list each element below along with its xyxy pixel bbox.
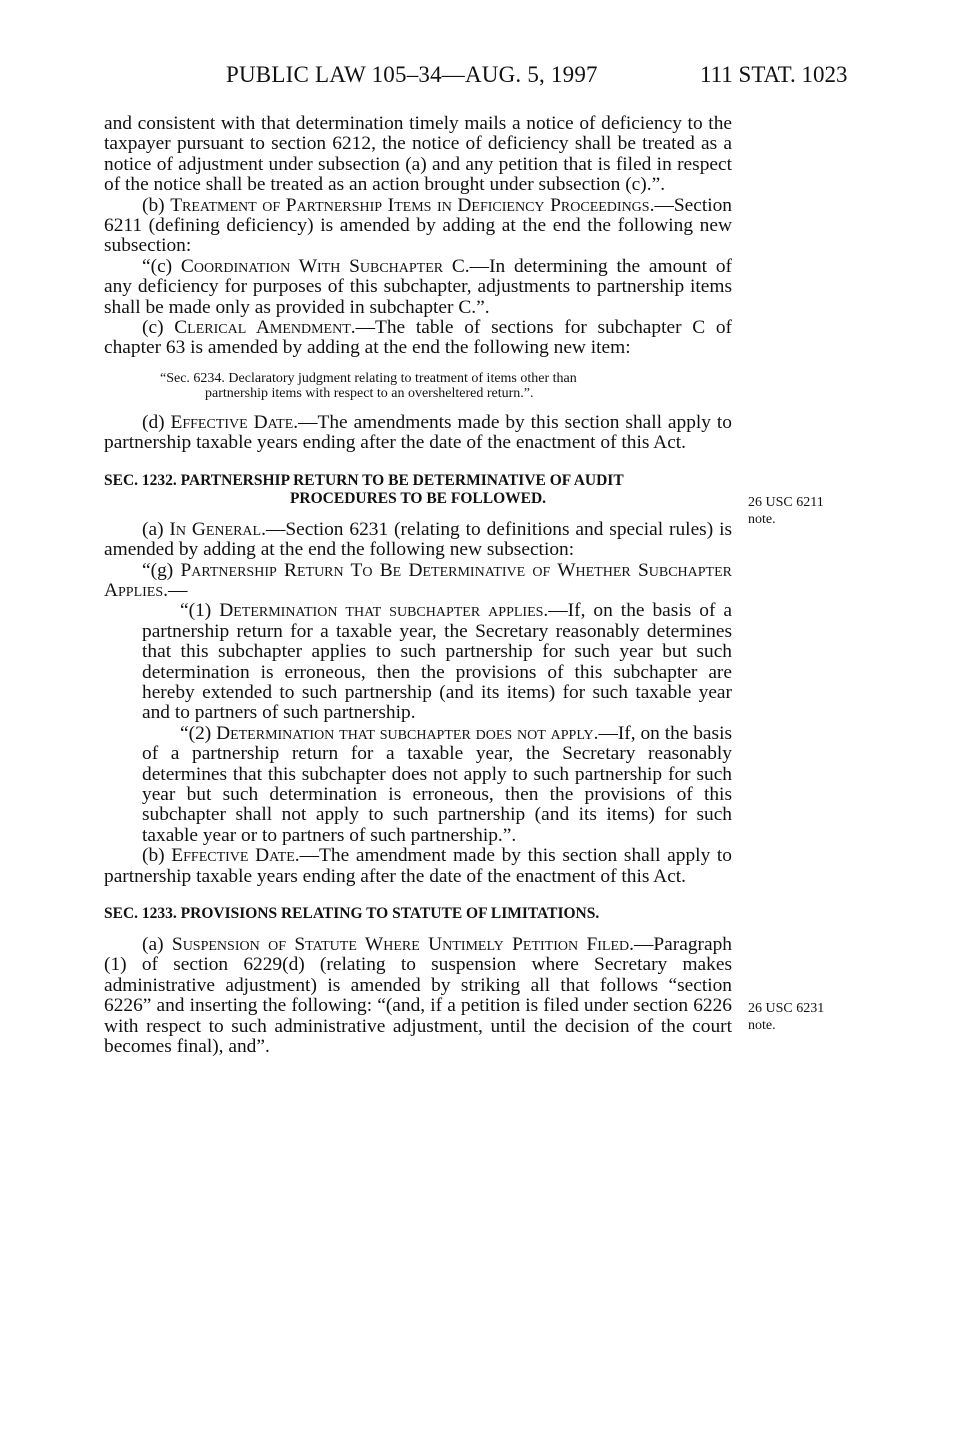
stat-page-number: 111 STAT. 1023	[700, 62, 848, 87]
subsection-d: (d) Effective Date.—The amendments made by this section shall apply to partnership taxable years ending after the date of the enactment of this Act.	[104, 411, 732, 454]
section-1233-a: (a) Suspension of Statute Where Untimely Petition Filed.—Paragraph (1) of section 6229(d) (relating to suspension where Secretary makes administrative adjustment) is amended by striking all that follows “section 6226” and inserting the following: “(and, if a petition is filed under section 6226 with respect to such administrative adjustment, until the decision of the court becomes final), and”.	[104, 934, 732, 1058]
subsection-b: (b) Treatment of Partnership Items in Deficiency Proceedings.—Section 6211 (defining deficiency) is amended by adding at the end the following new subsection:	[104, 194, 732, 257]
subsection-heading: Suspension of Statute Where Untimely Petition Filed.	[171, 934, 634, 955]
section-1232-g: “(g) Partnership Return To Be Determinative of Whether Subchapter Applies.—	[104, 559, 732, 601]
law-title: PUBLIC LAW 105–34—AUG. 5, 1997	[226, 62, 598, 87]
margin-note-usc-6231: 26 USC 6231 note.	[748, 1001, 825, 1033]
table-of-sections-item: “Sec. 6234. Declaratory judgment relating to treatment of items other than partnership items with respect to an oversheltered return.”.	[160, 370, 577, 401]
subsection-heading: Clerical Amendment.	[174, 317, 356, 339]
section-1232-a: (a) In General.—Section 6231 (relating to definitions and special rules) is amended by adding at the end the following new subsection:	[104, 518, 733, 561]
para-intro: and consistent with that determination timely mails a notice of deficiency to the taxpayer pursuant to section 6212, the notice of deficiency shall be treated as a notice of adjustment under subsection (a) and any petition that is filed in respect of the notice shall be treated as an action brought under subsection (c).”.	[104, 113, 732, 196]
section-1232-heading: SEC. 1232. PARTNERSHIP RETURN TO BE DETERMINATIVE OF AUDIT PROCEDURES TO BE FOLLOWED.	[104, 471, 624, 507]
margin-note-usc-6211: 26 USC 6211 note.	[748, 495, 824, 527]
body-text	[104, 114, 732, 1057]
section-1232-g-1: “(1) Determination that subchapter applies.—If, on the basis of a partnership return for a taxable year, the Secretary reasonably determines that this subchapter applies to such partnership for such year but such determination is erroneous, then the provisions of this subchapter are hereby extended to such partnership (and its items) for such taxable year and to partners of such partnership.	[142, 600, 732, 724]
running-head	[0, 62, 963, 92]
section-1232-b: (b) Effective Date.—The amendment made by this section shall apply to partnership taxable years ending after the date of the enactment of this Act.	[104, 845, 732, 887]
section-1232-g-2: “(2) Determination that subchapter does not apply.—If, on the basis of a partnership return for a taxable year, the Secretary reasonably determines that this subchapter does not apply to such partnership for such year but such determination is erroneous, then the provisions of this subchapter shall not apply to such partnership (and its items) for such taxable year or to partners of such partnership.”.	[142, 722, 733, 846]
subsection-heading: Partnership Return To Be Determinative of Whether Subchapter Applies.	[104, 559, 732, 601]
subsection-c: (c) Clerical Amendment.—The table of sections for subchapter C of chapter 63 is amended by adding at the end the following new item:	[104, 317, 732, 359]
subsection-heading: Effective Date.	[170, 411, 299, 433]
subsection-heading: Coordination With Subchapter C.	[180, 255, 470, 277]
subsection-heading: Treatment of Partnership Items in Deficiency Proceedings.	[170, 194, 655, 216]
section-1233-heading: SEC. 1233. PROVISIONS RELATING TO STATUTE OF LIMITATIONS.	[104, 905, 600, 922]
subsection-heading: In General.	[169, 518, 266, 540]
subsection-b-c: “(c) Coordination With Subchapter C.—In determining the amount of any deficiency for purposes of this subchapter, adjustments to partnership items shall be made only as provided in subchapter C.”.	[104, 255, 732, 318]
paragraph-heading: Determination that subchapter applies.	[219, 600, 549, 622]
subsection-heading: Effective Date.	[171, 845, 300, 867]
paragraph-heading: Determination that subchapter does not apply.	[216, 722, 599, 744]
